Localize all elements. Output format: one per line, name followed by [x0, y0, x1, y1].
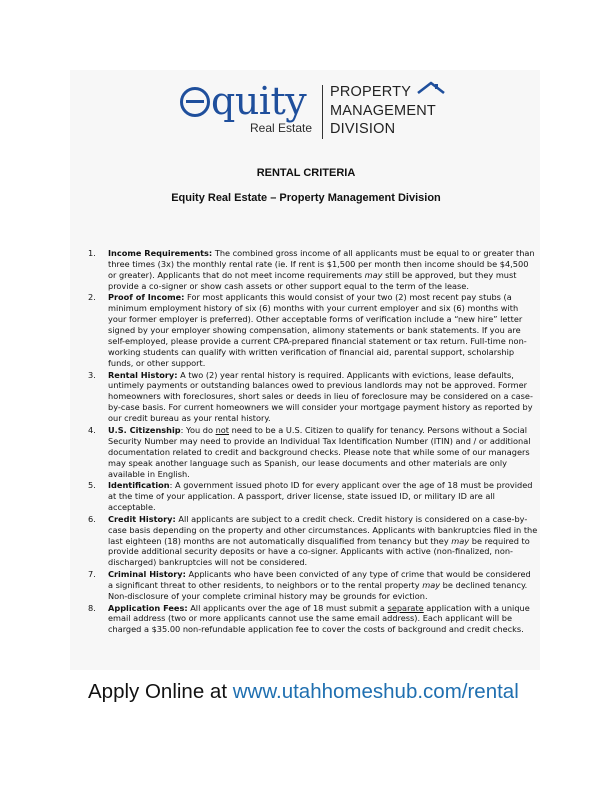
item-number: 5. — [88, 480, 96, 491]
list-item — [88, 569, 538, 602]
item-text: A two (2) year rental history is required. Applicants with evictions, lease defaults, untimely payments or outstanding balances owed to previous landlords may not be approved. Former homeowners with foreclosures, short sales or deeds in lieu of foreclosure may be considered on a case- by-case basis. For current homeowners we will consider your mortgage payment history as reported by our credit bureau as your rental history. — [108, 369, 533, 424]
list-item — [88, 603, 538, 636]
item-number: 7. — [88, 569, 96, 580]
item-label: Application Fees: — [108, 602, 188, 613]
list-item — [88, 292, 538, 368]
item-number: 2. — [88, 292, 96, 303]
item-label: Proof of Income: — [108, 292, 185, 303]
item-label: U.S. Citizenship — [108, 424, 181, 435]
logo-divider — [322, 85, 323, 139]
item-underline: not — [215, 424, 229, 435]
item-number: 8. — [88, 602, 96, 613]
item-label: Identification — [108, 480, 170, 491]
list-item — [88, 480, 538, 513]
item-text-continued: still be approved, but they must provide a co-signer or show cash assets or other support equal to the term of the lease. — [108, 269, 517, 291]
item-underline: separate — [387, 602, 424, 613]
house-roof-icon — [417, 81, 445, 95]
item-text: Applicants who have been convicted of any type of crime that would be considered a significant threat to other residents, to neighbors or to the rental property — [108, 569, 531, 590]
list-item — [88, 248, 538, 292]
logo-subtitle: Real Estate — [250, 121, 313, 135]
page-subtitle: Equity Real Estate – Property Management Division — [171, 192, 441, 204]
logo-wordmark: quity — [180, 81, 306, 121]
item-label: Rental History: — [108, 369, 178, 380]
item-number: 4. — [88, 424, 96, 435]
logo-line-1: PROPERTY — [330, 84, 412, 100]
item-number: 1. — [88, 248, 96, 258]
criteria-list — [88, 248, 538, 636]
item-label: Credit History: — [108, 513, 176, 524]
list-item — [88, 370, 538, 425]
item-number: 3. — [88, 369, 96, 380]
apply-prefix: Apply Online at — [88, 680, 233, 703]
item-label: Criminal History: — [108, 569, 186, 580]
item-text-continued: application with a unique email address (two or more applicants cannot use the same email address). Each applicant will be charged a $35.00 non-refundable application fee to cover the costs of background and credit checks. — [108, 602, 530, 635]
item-text: : A government issued photo ID for every applicant over the age of 18 must be provided at the time of your application. A passport, driver license, state issued ID, or military ID are all acceptable. — [108, 480, 533, 513]
logo-line-2: MANAGEMENT — [330, 102, 436, 119]
item-text-continued: be required to provide additional security deposits or have a co-signer. Applicants with active (non-finalized, non-discharged) bankruptcies will not be considered. — [108, 535, 530, 568]
item-text: For most applicants this would consist of your two (2) most recent pay stubs (a minimum employment history of six (6) months with your current employer and six (6) months with your former employer is preferred). Other acceptable forms of verification include a “new hire” letter signed by your employer showing compensation, alimony statements or bank statements. If you are self-employed, please provide a current CPA-prepared financial statement or tax return. Full-time non-working students can qualify with written verification of financial aid, parental support, scholarship funds, or other support. — [108, 292, 527, 368]
item-text-continued: be declined tenancy. Non-disclosure of your complete criminal history may be grounds for eviction. — [108, 579, 528, 601]
apply-online-line — [88, 680, 519, 704]
list-item — [88, 425, 538, 480]
page-title: RENTAL CRITERIA — [256, 167, 356, 179]
logo-line-3: DIVISION — [330, 121, 396, 137]
item-text-continued: need to be a U.S. Citizen to qualify for tenancy. Persons without a Social Security Number may need to provide an Individual Tax Identification Number (ITIN) and / or additional documentation related to credit and background checks. Please note that while some of our managers may speak another language such as Spanish, our lease documents and other materials are only available in English. — [108, 424, 531, 479]
item-emphasis: may — [422, 579, 441, 590]
item-emphasis: may — [451, 535, 470, 546]
item-text: All applicants are subject to a credit check. Credit history is considered on a case-by- case basis depending on the property and other circumstances. Applicants with bankruptcies filed in the last eighteen (18) months are not automatically disqualified from tenancy but they — [108, 513, 538, 546]
item-emphasis: may — [364, 269, 383, 280]
list-item — [88, 514, 538, 569]
item-text: The combined gross income of all applicants must be equal to or greater than three times (3x) the monthly rental rate (ie. If rent is $1,500 per month then income should be $4,500 or greater). Applicants that do not meet income requirements — [108, 248, 535, 280]
item-text: : You do — [180, 424, 216, 435]
item-number: 6. — [88, 513, 96, 524]
equity-logo — [180, 81, 470, 143]
logo-e-mark — [180, 87, 210, 117]
item-text: All applicants over the age of 18 must submit a — [187, 602, 388, 613]
apply-link[interactable]: www.utahhomeshub.com/rental — [232, 680, 519, 703]
item-label: Income Requirements: — [108, 248, 213, 258]
